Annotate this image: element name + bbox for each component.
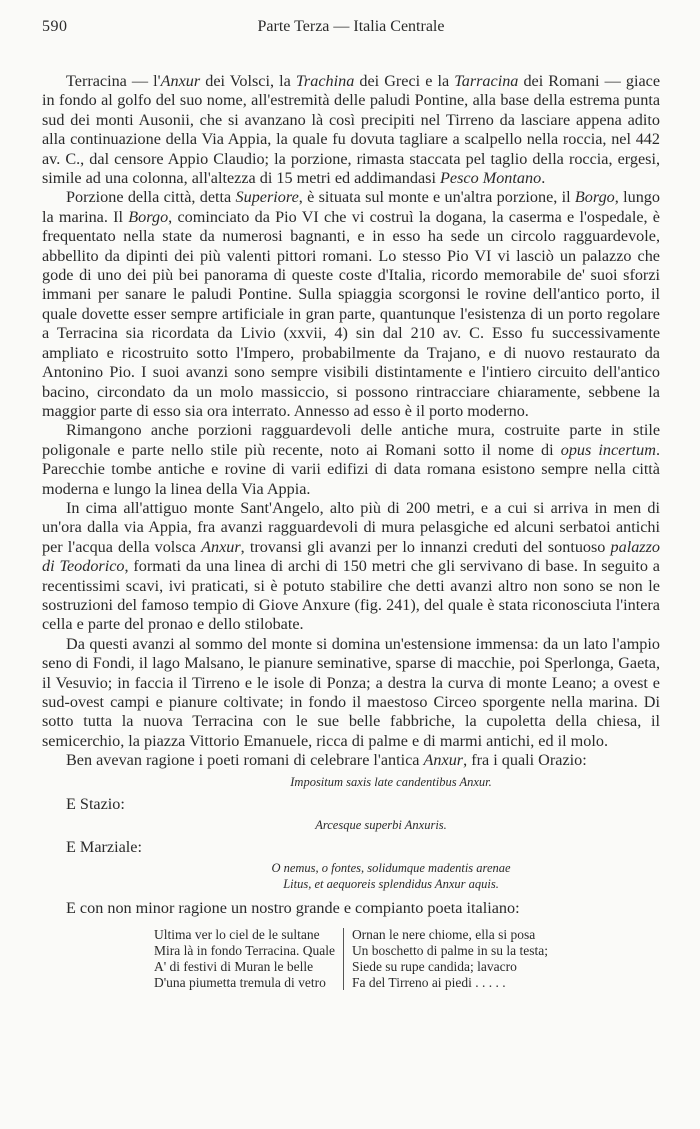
martial-quote-line: O nemus, o fontes, solidumque madentis arenae xyxy=(271,860,511,875)
italian-poet-intro: E con non minor ragione un nostro grande e compianto poeta italiano: xyxy=(66,898,520,917)
italic-term: Pesco Montano xyxy=(440,169,542,188)
body-paragraph xyxy=(42,72,660,188)
page-header xyxy=(42,16,660,38)
statius-quote: Arcesque superbi Anxuris. xyxy=(315,817,447,832)
text-run: , formati da una linea di archi di 150 metri che gli servivano di base. In seguito a recentissimi scavi, ivi praticati, si è potuto stabilire che detti avanzi altro non sono se non le sostruzioni del famoso tempio di Giove Anxure (fig. 241), del quale è stata riconosciuta l'intera cella e parte del pronao e dello stilobate. xyxy=(42,557,660,634)
body-paragraphs xyxy=(42,72,660,771)
text-run: Rimangono anche porzioni ragguardevoli delle antiche mura, costruite parte in stile poligonale e parte nello stile più recente, noto ai Romani sotto il nome di xyxy=(42,421,660,459)
body-paragraph xyxy=(42,635,660,751)
poem-line: Siede su rupe candida; lavacro xyxy=(351,959,517,975)
text-run: dei Greci e la xyxy=(354,72,455,90)
text-run: , trovansi gli avanzi per lo innanzi creduti del sontuoso xyxy=(240,537,611,556)
text-run: dei Volsci, la xyxy=(200,72,296,90)
text-run: Da questi avanzi al sommo del monte si domina un'estensione immensa: da un lato l'ampio seno di Fondi, il lago Malsano, le pianure seminative, sparse di macchie, poi Sperlonga, Gaeta, il Vesuvio; in faccia il Tirreno e le isole di Ponza; a destra la curva di monte Leano; a ovest e sud-ovest campi e pianure coltivate; in fondo il maestoso Circeo sporgente nella marina. Di sotto tutta la nuova Terracina con le sue belle fabbriche, la cupoletta della chiesa, il semicerchio, la piazza Vittorio Emanuele, ricca di palme e di marmi antichi, ed il molo. xyxy=(42,634,660,750)
poem-line: Ornan le nere chiome, ella si posa xyxy=(351,926,536,942)
poem-line: D'una piumetta tremula di vetro xyxy=(153,975,326,991)
poem-line: Ultima ver lo ciel de le sultane xyxy=(153,926,320,942)
poem-left-column xyxy=(154,927,343,992)
text-run: , cominciato da Pio VI che vi costruì la dogana, la caserma e l'ospedale, è frequentato nella state da numerosi bagnanti, e in esso ha sede un circolo ragguardevole, abbellito da dipinti dei più valenti pittori romani. Lo stesso Pio VI vi lasciò un palazzo che gode di uno dei più bei panorama di queste coste d'Italia, ricordo memorabile de' suoi sforzi immani per sanare le paludi Pontine. Sulla spiaggia scorgonsi le rovine dell'antico porto, il quale dovette esser sempre artificiale in gran parte, quantunque l'esistenza di un porto regolare a Terracina sia ricordata da Livio (xxvii, 4) sin dal 210 av. C. Esso fu successivamente ampliato e ricostruito sotto l'Impero, probabilmente da Trajano, e di nuovo restaurato da Antonino Pio. I suoi avanzi sono sempre visibili distintamente e l'intiero circuito dell'antico bacino, circondato da un molo massiccio, si possono rintracciare chiaramente, sebbene la maggior parte di esso sia ora interrato. Annesso ad esso è il porto moderno. xyxy=(42,207,660,420)
italic-term: opus incertum xyxy=(560,440,656,459)
italic-term: Trachina xyxy=(295,72,355,90)
italic-term: Superiore xyxy=(235,188,299,207)
martial-intro: E Marziale: xyxy=(66,837,142,856)
text-run: Terracina — l' xyxy=(66,72,161,90)
italic-term: Anxur xyxy=(201,537,241,556)
text-run: , fra i quali Orazio: xyxy=(463,751,587,770)
poem-line: Mira là in fondo Terracina. Quale xyxy=(153,942,335,958)
main-text xyxy=(42,72,660,991)
body-paragraph xyxy=(42,499,660,635)
poem-line: Fa del Tirreno ai piedi . . . . . xyxy=(351,975,506,991)
poem-line: Un boschetto di palme in su la testa; xyxy=(351,942,549,958)
italic-term: Borgo xyxy=(574,188,615,207)
italic-term: Anxur xyxy=(160,72,201,90)
text-run: Porzione della città, detta xyxy=(66,188,236,207)
italic-term: Tarracina xyxy=(454,72,519,90)
poem-right-column xyxy=(344,927,548,992)
body-paragraph xyxy=(42,188,660,421)
body-paragraph xyxy=(42,421,660,499)
text-run: , è situata sul monte e un'altra porzione, il xyxy=(298,188,575,207)
poem-line: A' di festivi di Muran le belle xyxy=(153,959,314,975)
horace-quote: Impositum saxis late candentibus Anxur. xyxy=(290,774,492,789)
running-title: Parte Terza — Italia Centrale xyxy=(257,18,445,35)
text-run: In cima all'attiguo monte Sant'Angelo, alto più di 200 metri, e a cui si arriva in men di un'ora dalla via Appia, fra avanzi ragguardevoli di mura pelasgiche ed alcuni serbatoi antichi per l'acqua della volsca xyxy=(42,498,660,556)
text-run: . Parecchie tombe antiche e rovine di varii edifizi di data romana esistono sempre nella città moderna e lungo la linea della Via Appia. xyxy=(42,440,660,498)
italic-term: Anxur xyxy=(423,751,464,770)
text-run: dei Romani — giace in fondo al golfo del suo nome, all'estremità delle paludi Pontine, alla base della estrema punta sud dei monti Ausonii, che si avanzano là così precipiti nel Tirreno da lasciare appena adito alla continuazione della Via Appia, la quale fu dovuta tagliare a scalpello nella roccia, nel 442 av. C., dal censore Appio Claudio; la porzione, rimasta staccata pel taglio della roccia, ergesi, simile ad una colonna, all'altezza di 15 metri ed addimandasi xyxy=(42,72,661,188)
page-number: 590 xyxy=(42,18,68,35)
text-run: . xyxy=(541,169,546,188)
text-run: , lungo la marina. Il xyxy=(42,188,660,226)
italic-term: palazzo di Teodorico xyxy=(42,537,660,576)
statius-intro: E Stazio: xyxy=(66,794,125,813)
martial-quote xyxy=(42,860,660,892)
poem-block xyxy=(42,927,660,992)
text-run: Ben avevan ragione i poeti romani di celebrare l'antica xyxy=(66,751,424,770)
italic-term: Borgo xyxy=(128,207,169,226)
martial-quote-line: Litus, et aequoreis splendidus Anxur aquis. xyxy=(283,876,499,891)
body-paragraph xyxy=(42,751,660,770)
